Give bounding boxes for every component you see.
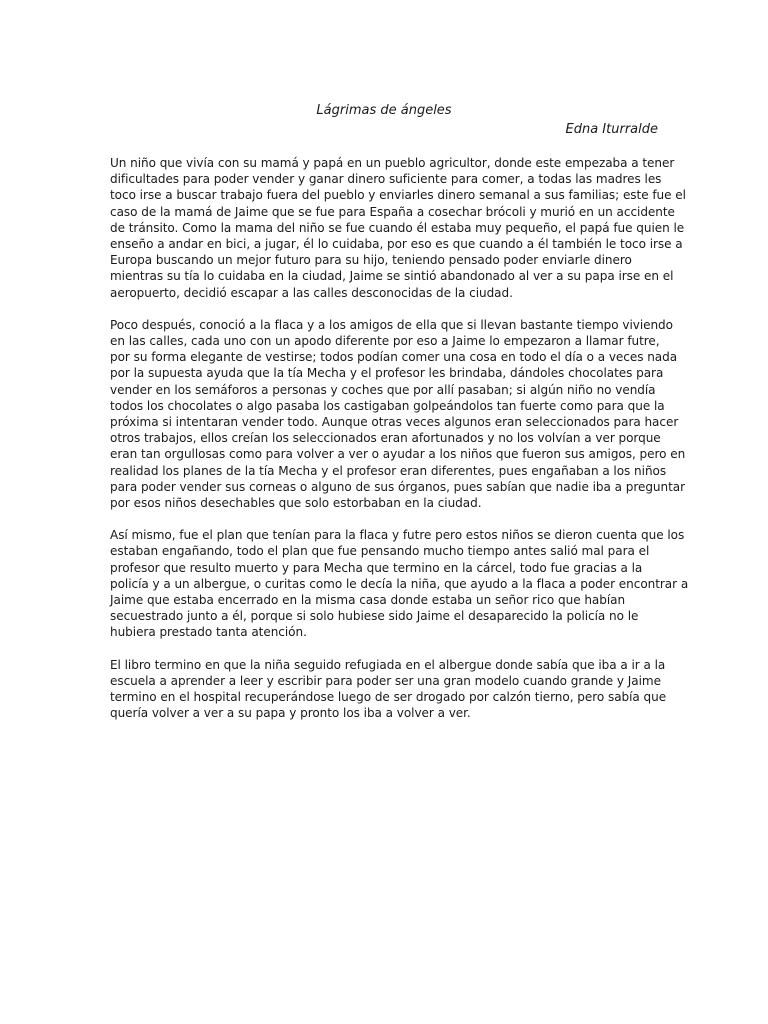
text-line: escuela a aprender a leer y escribir para poder ser una gran modelo cuando grande y Jaime — [110, 673, 661, 688]
text-line: quería volver a ver a su papa y pronto los iba a volver a ver. — [110, 706, 471, 721]
paragraph-4 — [110, 657, 667, 722]
text-line: eran tan orgullosas como para volver a ver o ayudar a los niños que fueron sus amigos, pero en — [110, 447, 686, 462]
text-line: policía y a un albergue, o curitas como le decía la niña, que ayudo a la flaca a poder encontrar a — [110, 576, 689, 591]
document-author: Edna Iturralde — [565, 122, 658, 137]
text-line: enseño a andar en bici, a jugar, él lo cuidaba, por eso es que cuando a él también le toco irse a — [110, 237, 683, 252]
text-line: para poder vender sus corneas o alguno de sus órganos, pues sabían que nadie iba a preguntar — [110, 479, 686, 494]
text-line: vender en los semáforos a personas y coches que por allí pasaban; si algún niño no vendía — [110, 382, 656, 397]
paragraph-2 — [110, 317, 686, 511]
document-body — [110, 155, 689, 738]
text-line: todos los chocolates o algo pasaba los castigaban golpeándolos tan fuerte como para que la — [110, 398, 665, 413]
text-line: realidad los planes de la tía Mecha y el profesor eran diferentes, pues engañaban a los niños — [110, 463, 667, 478]
text-line: Un niño que vivía con su mamá y papá en un pueblo agricultor, donde este empezaba a tener — [110, 156, 675, 170]
text-line: dificultades para poder vender y ganar dinero suficiente para comer, a todas las madres les — [110, 172, 662, 187]
text-line: otros trabajos, ellos creían los seleccionados eran afortunados y no los volvían a ver porque — [110, 431, 661, 446]
text-line: mientras su tía lo cuidaba en la ciudad, Jaime se sintió abandonado al ver a su papa irse en el — [110, 269, 674, 284]
document-title: Lágrimas de ángeles — [316, 103, 452, 118]
text-line: El libro termino en que la niña seguido refugiada en el albergue donde sabía que iba a ir a la — [110, 657, 666, 672]
text-line: hubiera prestado tanta atención. — [110, 625, 307, 640]
paragraph-3 — [110, 527, 689, 640]
text-line: Jaime que estaba encerrado en la misma casa donde estaba un señor rico que habían — [110, 593, 626, 608]
text-line: caso de la mamá de Jaime que se fue para España a cosechar brócoli y murió en un accidente — [110, 204, 675, 219]
text-line: Así mismo, fue el plan que tenían para la flaca y futre pero estos niños se dieron cuenta que los — [110, 528, 685, 543]
text-line: por la supuesta ayuda que la tía Mecha y el profesor les brindaba, dándoles chocolates para — [110, 366, 664, 381]
text-line: en las calles, cada uno con un apodo diferente por eso a Jaime lo empezaron a llamar futre, — [110, 334, 660, 349]
text-line: próxima si intentaran vender todo. Aunque otras veces algunos eran seleccionados para hacer — [110, 415, 679, 430]
text-line: Poco después, conoció a la flaca y a los amigos de ella que si llevan bastante tiempo viviendo — [110, 317, 673, 332]
text-line: aeropuerto, decidió escapar a las calles desconocidas de la ciudad. — [110, 285, 513, 300]
text-line: profesor que resulto muerto y para Mecha que termino en la cárcel, todo fue gracias a la — [110, 560, 643, 575]
text-line: por esos niños desechables que solo estorbaban en la ciudad. — [110, 496, 482, 511]
paragraph-1 — [110, 155, 686, 301]
text-line: por su forma elegante de vestirse; todos podían comer una cosa en todo el día o a veces nada — [110, 350, 678, 365]
text-line: toco irse a buscar trabajo fuera del pueblo y enviarles dinero semanal a sus familias; este fue el — [110, 188, 686, 203]
text-line: secuestrado junto a él, porque si solo hubiese sido Jaime el desaparecido la policía no le — [110, 609, 639, 624]
text-line: termino en el hospital recuperándose luego de ser drogado por calzón tierno, pero sabía que — [110, 690, 667, 705]
text-line: de tránsito. Como la mama del niño se fue cuando él estaba muy pequeño, el papá fue quien le — [110, 220, 685, 235]
text-line: Europa buscando un mejor futuro para su hijo, teniendo pensado poder enviarle dinero — [110, 253, 632, 268]
text-line: estaban engañando, todo el plan que fue pensando mucho tiempo antes salió mal para el — [110, 544, 650, 559]
